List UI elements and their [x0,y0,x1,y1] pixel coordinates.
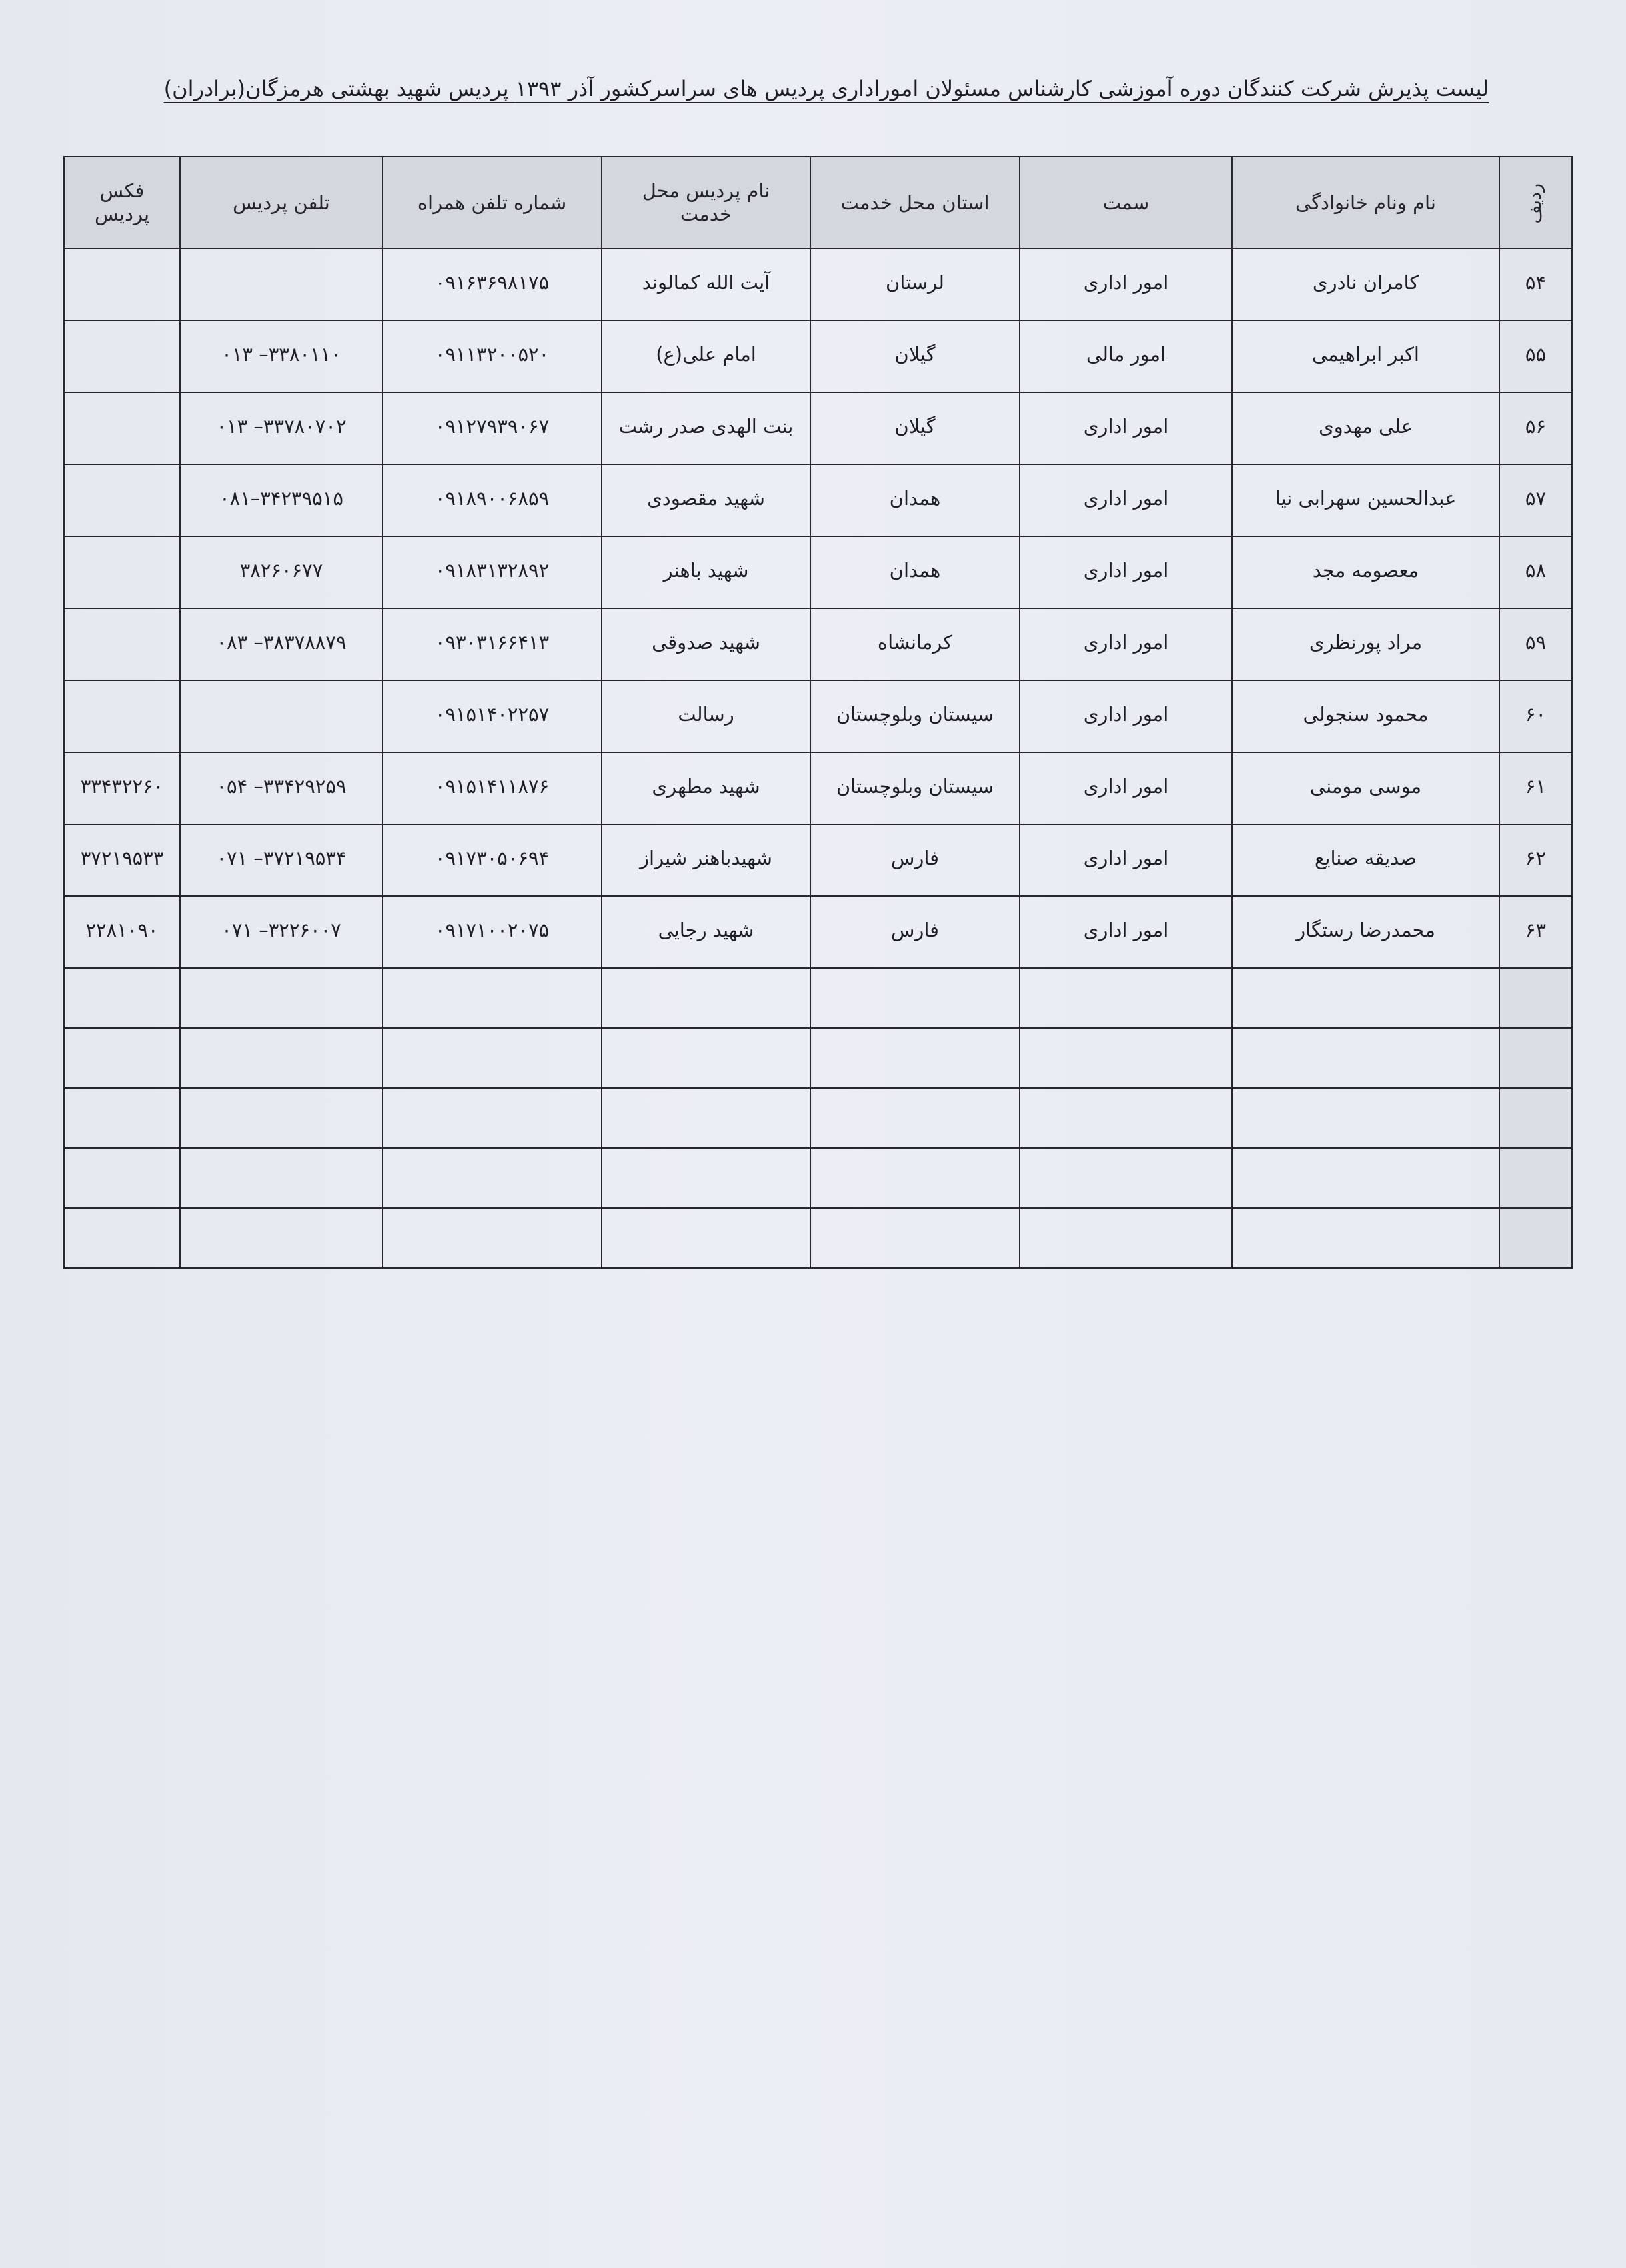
table-row [64,824,1572,896]
cell-campus-phone [180,392,383,464]
empty-cell [64,968,180,1028]
cell-campus-fax-value: ۳۷۲۱۹۵۳۳ [80,847,164,869]
header-full-name: نام ونام خانوادگی [1232,157,1499,249]
empty-cell [383,1028,602,1088]
cell-campus-fax-value: ۲۲۸۱۰۹۰ [85,919,159,941]
cell-campus-fax [64,752,180,824]
cell-full-name: اکبر ابراهیمی [1232,320,1499,392]
table-row [64,392,1572,464]
empty-cell [383,968,602,1028]
cell-mobile-value: ۰۹۱۶۳۶۹۸۱۷۵ [434,271,550,294]
empty-cell [602,1148,810,1208]
header-row-number [1499,157,1572,249]
empty-cell [810,1088,1020,1148]
cell-full-name: عبدالحسین سهرابی نیا [1232,464,1499,536]
cell-campus-phone-value: ۰۸۳ –۳۸۳۷۸۸۷۹ [216,631,347,654]
cell-full-name: مراد پورنظری [1232,608,1499,680]
cell-mobile-value: ۰۹۱۸۳۱۳۲۸۹۲ [434,559,550,582]
cell-campus: شهید مقصودی [602,464,810,536]
header-province: استان محل خدمت [810,157,1020,249]
table-row [64,320,1572,392]
cell-campus-phone [180,320,383,392]
cell-position: امور اداری [1020,392,1232,464]
cell-province: سیستان وبلوچستان [810,680,1020,752]
empty-cell [1020,1088,1232,1148]
cell-position: امور اداری [1020,752,1232,824]
cell-position: امور اداری [1020,896,1232,968]
cell-campus-fax [64,536,180,608]
table-row [64,464,1572,536]
table-header [64,157,1572,249]
cell-province: فارس [810,824,1020,896]
cell-mobile [383,464,602,536]
empty-cell [1020,1028,1232,1088]
cell-province: همدان [810,464,1020,536]
cell-row-number: ۶۰ [1499,680,1572,752]
cell-full-name: معصومه مجد [1232,536,1499,608]
cell-row-number: ۵۵ [1499,320,1572,392]
cell-campus-fax [64,896,180,968]
empty-cell [180,1028,383,1088]
cell-row-number: ۵۸ [1499,536,1572,608]
header-campus-fax: فکس پردیس [64,157,180,249]
cell-campus-fax [64,464,180,536]
cell-campus-fax [64,249,180,320]
cell-campus-phone-value: ۰۸۱–۳۴۲۳۹۵۱۵ [219,487,343,510]
cell-province: فارس [810,896,1020,968]
cell-mobile-value: ۰۹۳۰۳۱۶۶۴۱۳ [434,631,550,654]
cell-campus-phone-value: ۰۱۳ –۳۳۷۸۰۷۰۲ [216,415,347,438]
blank-row [64,1088,1572,1148]
cell-campus: بنت الهدی صدر رشت [602,392,810,464]
cell-province: گیلان [810,320,1020,392]
cell-campus-phone-value: ۰۷۱ –۳۷۲۱۹۵۳۴ [216,847,347,869]
cell-campus: شهید مطهری [602,752,810,824]
empty-cell [64,1148,180,1208]
empty-cell [602,1208,810,1268]
cell-province: گیلان [810,392,1020,464]
cell-mobile-value: ۰۹۱۵۱۴۱۱۸۷۶ [434,775,550,798]
cell-campus-phone [180,608,383,680]
cell-position: امور اداری [1020,536,1232,608]
cell-row-number: ۶۳ [1499,896,1572,968]
cell-position: امور اداری [1020,608,1232,680]
cell-mobile [383,392,602,464]
empty-cell [383,1208,602,1268]
empty-cell [64,1208,180,1268]
empty-cell [602,968,810,1028]
cell-row-number: ۵۶ [1499,392,1572,464]
blank-row [64,968,1572,1028]
cell-campus: شهید صدوقی [602,608,810,680]
empty-cell [602,1088,810,1148]
cell-full-name: محمود سنجولی [1232,680,1499,752]
cell-row-number: ۵۷ [1499,464,1572,536]
cell-mobile [383,249,602,320]
empty-cell [810,1208,1020,1268]
cell-campus: آیت الله کمالوند [602,249,810,320]
cell-campus-phone [180,824,383,896]
cell-campus: شهید باهنر [602,536,810,608]
cell-position: امور اداری [1020,824,1232,896]
blank-row [64,1148,1572,1208]
cell-mobile-value: ۰۹۱۱۳۲۰۰۵۲۰ [434,343,550,366]
empty-cell [1232,1088,1499,1148]
header-row-number-label: ردیف [1525,183,1546,224]
cell-campus-phone-value: ۰۱۳ –۳۳۸۰۱۱۰ [221,343,341,366]
cell-campus-phone-value: ۰۷۱ –۳۲۲۶۰۰۷ [221,919,341,941]
cell-mobile [383,824,602,896]
cell-mobile-value: ۰۹۱۷۳۰۵۰۶۹۴ [434,847,550,869]
cell-position: امور اداری [1020,464,1232,536]
cell-campus-phone [180,752,383,824]
empty-cell [1232,1208,1499,1268]
cell-row-number: ۶۲ [1499,824,1572,896]
cell-position: امور مالی [1020,320,1232,392]
empty-cell [64,1028,180,1088]
empty-cell [810,1028,1020,1088]
cell-full-name: محمدرضا رستگار [1232,896,1499,968]
cell-campus-phone [180,249,383,320]
cell-campus-fax-value: ۳۳۴۳۲۲۶۰ [80,775,164,798]
cell-campus-phone-value: ۰۵۴ –۳۳۴۲۹۲۵۹ [216,775,347,798]
cell-campus-fax [64,608,180,680]
cell-mobile [383,752,602,824]
cell-campus-fax [64,824,180,896]
empty-cell [1232,1148,1499,1208]
document-title: لیست پذیرش شرکت کنندگان دوره آموزشی کارشناس مسئولان اموراداری پردیس های سراسرکشور آذر ۱۳۹۳ پردیس شهید بهشتی هرمزگان(برادران) [163,76,1489,101]
table-row [64,896,1572,968]
cell-campus-fax [64,680,180,752]
empty-cell [1499,1148,1572,1208]
table-row [64,249,1572,320]
empty-cell [1020,1208,1232,1268]
cell-full-name: موسی مومنی [1232,752,1499,824]
cell-province: سیستان وبلوچستان [810,752,1020,824]
cell-province: کرمانشاه [810,608,1020,680]
table-body [64,249,1572,1268]
table-row [64,680,1572,752]
cell-campus: شهید رجایی [602,896,810,968]
header-position: سمت [1020,157,1232,249]
empty-cell [1499,968,1572,1028]
blank-row [64,1208,1572,1268]
cell-mobile [383,320,602,392]
participants-table [63,156,1573,1269]
table-row [64,752,1572,824]
cell-row-number: ۶۱ [1499,752,1572,824]
cell-campus-phone [180,680,383,752]
cell-position: امور اداری [1020,680,1232,752]
empty-cell [180,1148,383,1208]
empty-cell [810,968,1020,1028]
cell-full-name: علی مهدوی [1232,392,1499,464]
empty-cell [180,968,383,1028]
empty-cell [1499,1028,1572,1088]
cell-campus-phone [180,896,383,968]
header-mobile: شماره تلفن همراه [383,157,602,249]
empty-cell [383,1088,602,1148]
empty-cell [1499,1088,1572,1148]
cell-campus-phone [180,464,383,536]
empty-cell [180,1088,383,1148]
cell-mobile-value: ۰۹۱۷۱۰۰۲۰۷۵ [434,919,550,941]
empty-cell [1232,968,1499,1028]
cell-mobile [383,896,602,968]
cell-full-name: صدیقه صنایع [1232,824,1499,896]
cell-campus-fax [64,392,180,464]
cell-province: لرستان [810,249,1020,320]
cell-mobile-value: ۰۹۱۵۱۴۰۲۲۵۷ [434,703,550,726]
table-row [64,536,1572,608]
cell-mobile-value: ۰۹۱۲۷۹۳۹۰۶۷ [434,415,550,438]
empty-cell [180,1208,383,1268]
header-campus: نام پردیس محل خدمت [602,157,810,249]
empty-cell [1499,1208,1572,1268]
table-row [64,608,1572,680]
cell-province: همدان [810,536,1020,608]
cell-campus: امام علی(ع) [602,320,810,392]
cell-mobile [383,608,602,680]
blank-row [64,1028,1572,1088]
empty-cell [1232,1028,1499,1088]
cell-campus-phone [180,536,383,608]
empty-cell [1020,968,1232,1028]
cell-full-name: کامران نادری [1232,249,1499,320]
cell-mobile-value: ۰۹۱۸۹۰۰۶۸۵۹ [434,487,550,510]
cell-row-number: ۵۴ [1499,249,1572,320]
cell-campus: شهیدباهنر شیراز [602,824,810,896]
cell-mobile [383,680,602,752]
empty-cell [64,1088,180,1148]
cell-campus-phone-value: ۳۸۲۶۰۶۷۷ [239,559,323,582]
cell-campus: رسالت [602,680,810,752]
empty-cell [810,1148,1020,1208]
header-row [64,157,1572,249]
cell-row-number: ۵۹ [1499,608,1572,680]
empty-cell [602,1028,810,1088]
header-campus-phone: تلفن پردیس [180,157,383,249]
cell-position: امور اداری [1020,249,1232,320]
cell-campus-fax [64,320,180,392]
empty-cell [383,1148,602,1208]
cell-mobile [383,536,602,608]
empty-cell [1020,1148,1232,1208]
